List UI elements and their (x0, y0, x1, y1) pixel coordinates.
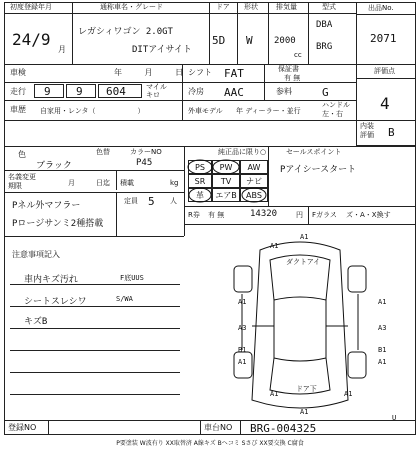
capacity-unit: 人 (170, 197, 177, 205)
dmg-left-2: A3 (238, 324, 247, 332)
dmg-right-3: B1 (378, 346, 387, 354)
recycle-amount: 14320 (250, 209, 278, 219)
recycle-options: 有 無 (208, 211, 225, 219)
caution-title: 注意事項記入 (12, 250, 60, 259)
color-label: 色 (18, 150, 26, 159)
genuine-airbag: エアB (212, 188, 240, 202)
color-code-value: P45 (136, 158, 153, 168)
shape-label: 形状 (244, 3, 258, 11)
color-value: ブラック (36, 161, 72, 171)
sales-point-label: セールスポイント (286, 148, 342, 156)
dmg-front-left: A1 (270, 242, 279, 250)
name-change-day: 日迄 (96, 179, 110, 187)
mileage-unit-km: キロ (146, 91, 160, 99)
first-reg-value: 24/9 (12, 30, 51, 49)
color-code-label: カラーNO (130, 148, 162, 156)
frame-no-value: BRG-004325 (250, 422, 317, 435)
ext-model-label: 外車モデル (188, 107, 223, 115)
legend: P要塗装 W波有り XX取替済 A線キズ Bヘコミ Sさび XX要交換 C腐食 (116, 440, 304, 447)
displacement-value: 2000 (274, 36, 296, 46)
model-line1: DBA (316, 20, 333, 30)
handle-label: ハンドル (322, 101, 350, 109)
genuine-title: 純正品に限り○ (218, 148, 267, 156)
caution-line-1a: 車内キズ汚れ (24, 275, 78, 285)
history-label: 車歴 (10, 105, 26, 114)
fee-value: G (322, 86, 329, 99)
score-value: 4 (380, 94, 390, 113)
mileage-digit-1: 9 (44, 85, 51, 98)
genuine-abs: ABS (240, 188, 268, 202)
recycle-label: R券 (188, 211, 200, 219)
dmg-roof-note: ダクトアイ (286, 258, 321, 266)
dmg-right-1: A1 (378, 298, 387, 306)
dmg-right-4: A1 (378, 358, 387, 366)
dmg-left-1: A1 (238, 298, 247, 306)
caution-line-2b: S/WA (116, 295, 133, 303)
mileage-digit-2: 9 (76, 85, 83, 98)
ext-model-value: 年 ディーラー・並行 (236, 107, 301, 115)
name-change-deadline: 期限 (8, 182, 22, 190)
door-value: 5D (212, 34, 226, 47)
car-name-line1: レガシィワゴン 2.0GT (78, 27, 173, 37)
lot-number: 2071 (370, 32, 397, 45)
mileage-digit-3: 604 (106, 85, 126, 98)
genuine-ps: PS (188, 160, 212, 174)
shift-value: FAT (224, 67, 244, 80)
model-label: 型式 (322, 3, 336, 11)
genuine-pw: PW (212, 160, 240, 174)
score-label: 評価点 (374, 67, 395, 75)
load-unit: kg (170, 179, 179, 187)
dmg-left-4: A1 (238, 358, 247, 366)
caution-line-1b: F底UUS (120, 274, 144, 282)
capacity-label: 定員 (124, 197, 138, 205)
car-name-label: 通称車名・グレード (100, 3, 163, 11)
warranty-options: 有 無 (284, 74, 301, 82)
name-change-label: 名義変更 (8, 173, 36, 181)
dmg-left-3: B1 (238, 346, 247, 354)
glass-value: ズ・A・X換す (346, 211, 391, 219)
notes-line-2: Pロージサンミ2種搭載 (12, 219, 104, 229)
load-label: 積載 (120, 179, 134, 187)
lot-label: 出品No. (368, 4, 394, 12)
capacity-value: 5 (148, 195, 155, 208)
first-reg-unit: 月 (58, 45, 66, 54)
dmg-right-2: A3 (378, 324, 387, 332)
sales-point-value: Pアイシースタート (280, 165, 357, 175)
displacement-label: 排気量 (276, 3, 297, 11)
dmg-rear: A1 (300, 408, 309, 416)
dmg-rear-left: A1 (270, 390, 279, 398)
notes-line-1: Pネル外マフラー (12, 201, 81, 211)
genuine-sr: SR (188, 174, 212, 188)
fee-label: 参料 (276, 87, 292, 96)
auction-sheet (4, 2, 416, 435)
warranty-label: 保証書 (278, 65, 299, 73)
car-name-line2: DITアイサイト (132, 45, 192, 55)
dmg-rear-note: ドア下 (296, 385, 317, 393)
genuine-aw: AW (240, 160, 268, 174)
glass-label: Fガラス (312, 211, 337, 219)
color-change-label: 色替 (96, 148, 110, 156)
mileage-label: 走行 (10, 87, 26, 96)
interior-value: B (388, 126, 395, 139)
door-label: ドア (216, 3, 230, 11)
reg-no-label: 登録NO (8, 423, 37, 432)
model-line2: BRG (316, 42, 333, 52)
inspection-label: 車検 (10, 68, 26, 77)
history-value: 自家用・レンタ（ ） (40, 107, 145, 115)
interior-label-1: 内装 (360, 122, 374, 130)
dmg-rear-right: A1 (344, 390, 353, 398)
genuine-leather: 革 (188, 188, 212, 202)
dmg-u-mark: U (392, 414, 397, 422)
recycle-unit: 円 (296, 211, 303, 219)
mileage-unit-mile: マイル (146, 83, 167, 91)
first-reg-label: 初度登録年月 (10, 3, 52, 11)
frame-no-label: 車台NO (204, 423, 233, 432)
ac-label: 冷房 (188, 87, 204, 96)
inspection-value: 年 月 日 (114, 68, 194, 77)
caution-line-2a: シートスレシワ (24, 297, 87, 307)
genuine-navi: ナビ (240, 174, 268, 188)
dmg-front: A1 (300, 233, 309, 241)
shift-label: シフト (188, 68, 212, 77)
handle-value: 左・右 (322, 110, 343, 118)
displacement-unit: cc (294, 51, 302, 59)
shape-value: W (246, 34, 253, 47)
name-change-month: 月 (68, 179, 75, 187)
genuine-tv: TV (212, 174, 240, 188)
interior-label-2: 評価 (360, 131, 374, 139)
caution-line-3a: キズB (24, 317, 48, 327)
ac-value: AAC (224, 86, 244, 99)
